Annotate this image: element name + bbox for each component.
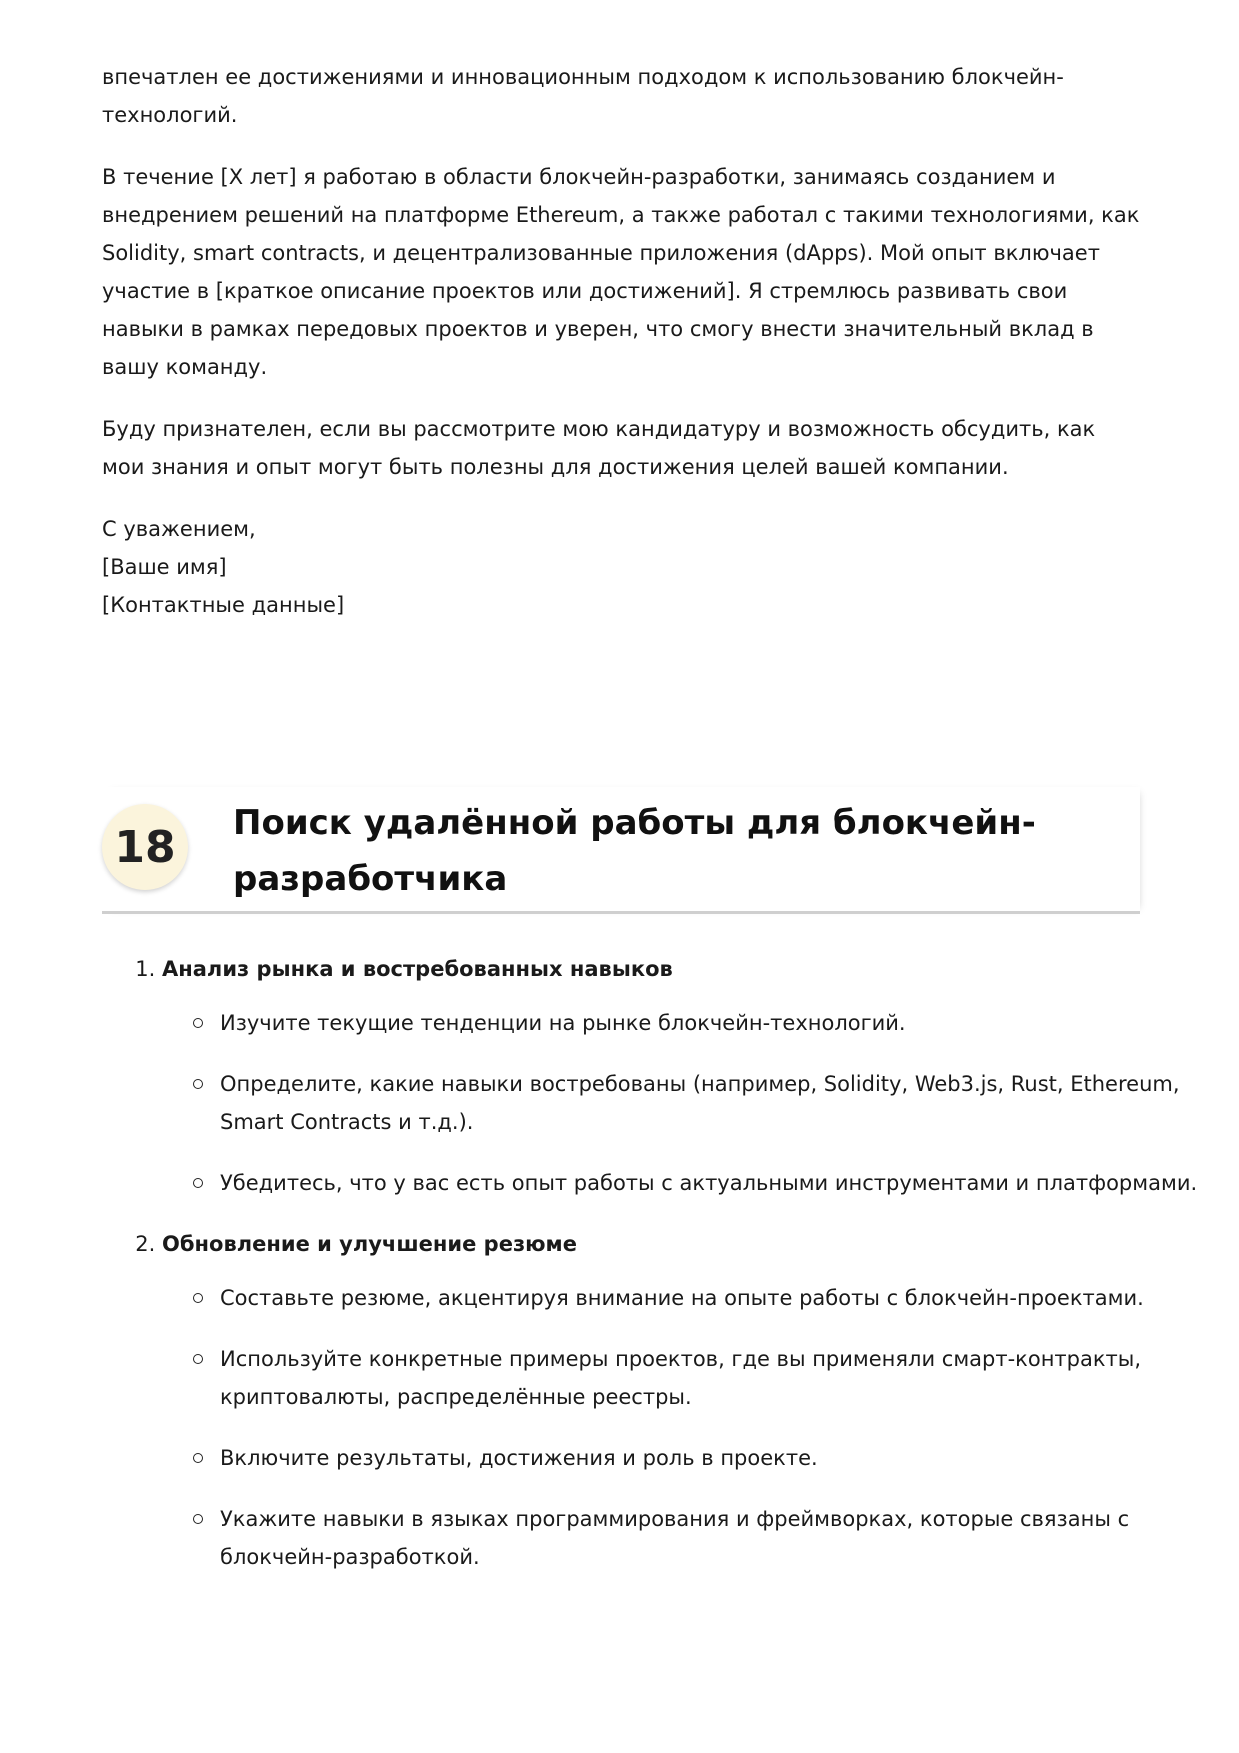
sub-item xyxy=(220,1340,1202,1416)
circle-bullet-icon xyxy=(193,1018,203,1028)
letter-paragraph: В течение [X лет] я работаю в области блокчейн-разработки, занимаясь созданием и внедрением решений на платформе Ethereum, а также работал с такими технологиями, как Solidity, smart contracts, и децентрализованные приложения (dApps). Мой опыт включает участие в [краткое описание проектов или достижений]. Я стремлюсь развивать свои навыки в рамках передовых проектов и уверен, что смогу внести значительный вклад в вашу команду. xyxy=(102,165,1140,379)
letter-paragraph: Буду признателен, если вы рассмотрите мою кандидатуру и возможность обсудить, как мои знания и опыт могут быть полезны для достижения целей вашей компании. xyxy=(102,417,1096,479)
circle-bullet-icon xyxy=(193,1293,203,1303)
sub-item-text: Составьте резюме, акцентируя внимание на опыте работы с блокчейн-проектами. xyxy=(220,1286,1144,1310)
letter-paragraph: впечатлен ее достижениями и инновационным подходом к использованию блокчейн-технологий. xyxy=(102,65,1064,127)
sub-item xyxy=(220,1065,1202,1141)
sub-item-text: Убедитесь, что у вас есть опыт работы с актуальными инструментами и платформами. xyxy=(220,1171,1198,1195)
sub-item-text: Изучите текущие тенденции на рынке блокчейн-технологий. xyxy=(220,1011,906,1035)
step-title: Обновление и улучшение резюме xyxy=(162,1232,577,1256)
sub-item xyxy=(220,1164,1202,1202)
step-sublist xyxy=(162,1004,1202,1202)
sub-item xyxy=(220,1004,1202,1042)
section-number-badge: 18 xyxy=(102,804,188,890)
circle-bullet-icon xyxy=(193,1354,203,1364)
circle-bullet-icon xyxy=(193,1514,203,1524)
section-title: Поиск удалённой работы для блокчейн-разработчика xyxy=(233,803,1036,899)
step-item xyxy=(162,950,1202,1202)
circle-bullet-icon xyxy=(193,1079,203,1089)
signature-name: [Ваше имя] xyxy=(102,555,227,579)
sub-item xyxy=(220,1500,1202,1576)
step-title: Анализ рынка и востребованных навыков xyxy=(162,957,673,981)
sub-item-text: Определите, какие навыки востребованы (например, Solidity, Web3.js, Rust, Ethereum, Smart Contracts и т.д.). xyxy=(220,1072,1180,1134)
step-item xyxy=(162,1225,1202,1576)
signature-block xyxy=(102,510,1142,624)
sub-item-text: Используйте конкретные примеры проектов, где вы применяли смарт-контракты, криптовалюты, распределённые реестры. xyxy=(220,1347,1142,1409)
sub-item xyxy=(220,1279,1202,1317)
step-sublist xyxy=(162,1279,1202,1576)
sub-item-text: Укажите навыки в языках программирования и фреймворках, которые связаны с блокчейн-разработкой. xyxy=(220,1507,1130,1569)
steps-list xyxy=(102,950,1202,1599)
circle-bullet-icon xyxy=(193,1178,203,1188)
sub-item-text: Включите результаты, достижения и роль в проекте. xyxy=(220,1446,818,1470)
sub-item xyxy=(220,1439,1202,1477)
circle-bullet-icon xyxy=(193,1453,203,1463)
letter-body xyxy=(102,58,1142,624)
section-header xyxy=(102,787,1140,914)
signature-closing: С уважением, xyxy=(102,517,256,541)
signature-contacts: [Контактные данные] xyxy=(102,593,345,617)
